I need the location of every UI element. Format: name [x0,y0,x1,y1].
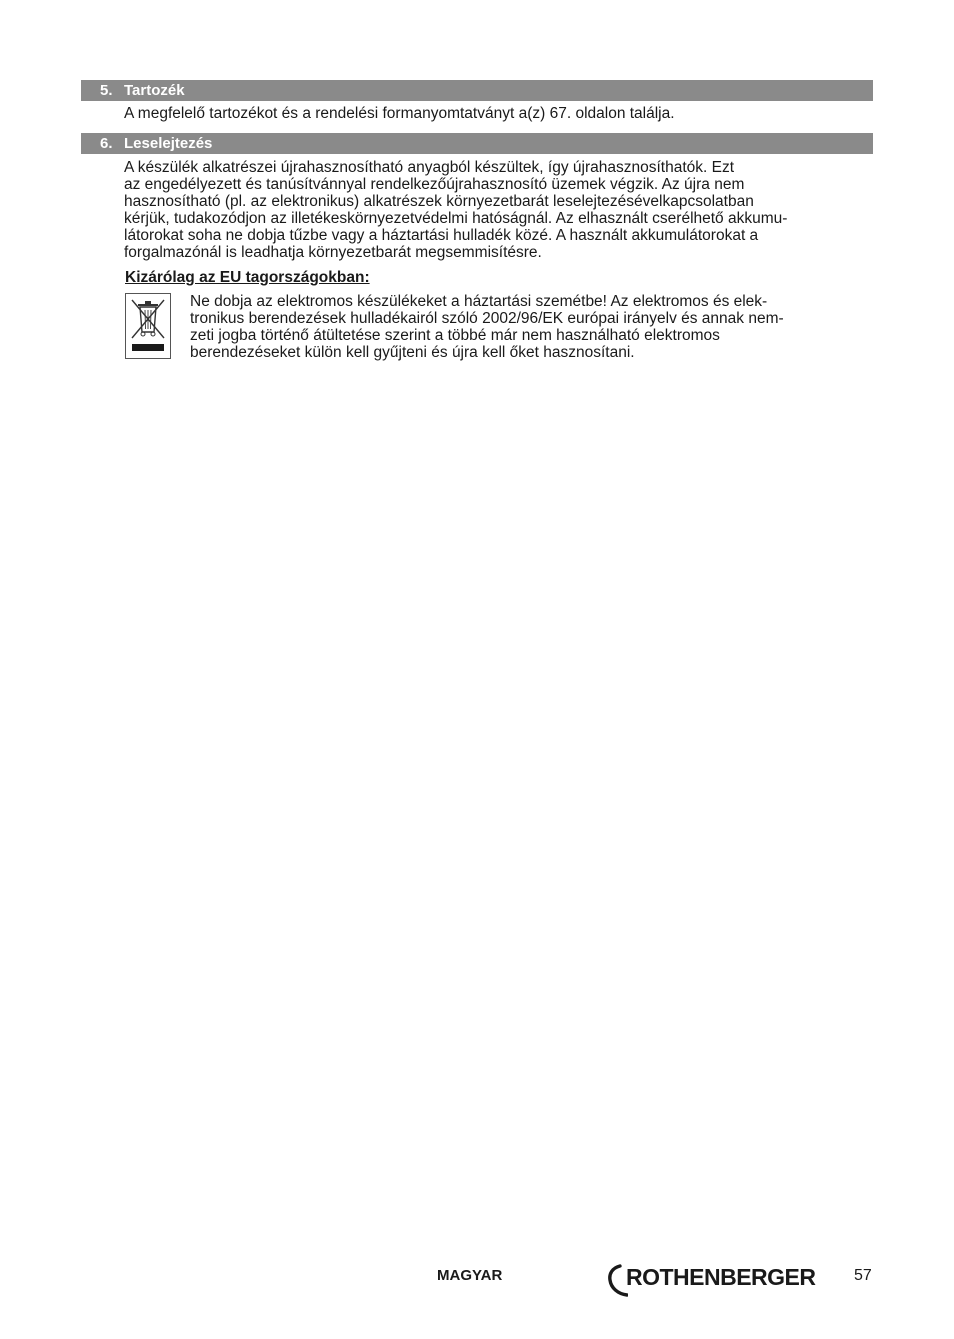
weee-crossed-bin-icon [125,293,171,359]
section-title: Tartozék [124,82,185,99]
logo-swoosh-icon [606,1262,628,1298]
paragraph-line: A készülék alkatrészei újrahasznosítható anyagból készültek, így újrahasznosíthatók. Ezt [124,159,735,176]
section-number: 5. [100,82,113,99]
paragraph-line: látorokat soha ne dobja tűzbe vagy a háztartási hulladék közé. A használt akkumulátorokat a [124,227,759,244]
paragraph-line: zeti jogba történő átültetése szerint a többé már nem használható elektromos [190,327,720,344]
paragraph-line: berendezéseket külön kell gyűjteni és újra kell őket hasznosítani. [190,344,635,361]
section-6-body [124,159,787,261]
brand-logo [606,1262,816,1298]
footer-language: MAGYAR [437,1267,503,1284]
page-number: 57 [854,1267,872,1284]
paragraph-line: A megfelelő tartozékot és a rendelési formanyomtatványt a(z) 67. oldalon találja. [124,105,675,122]
section-title: Leselejtezés [124,135,213,152]
section-6-header [81,133,873,154]
eu-heading: Kizárólag az EU tagországokban: [125,269,370,286]
paragraph-line: tronikus berendezések hulladékairól szóló 2002/96/EK európai irányelv és annak nem- [190,310,784,327]
section-5-header [81,80,873,101]
section-5-body [124,105,675,122]
paragraph-line: forgalmazónál is leadhatja környezetbarát megsemmisítésre. [124,244,542,261]
section-number: 6. [100,135,113,152]
paragraph-line: hasznosítható (pl. az elektronikus) alkatrészek környezetbarát leselejtezésévelkapcsolatban [124,193,754,210]
eu-body [190,293,784,361]
paragraph-line: Ne dobja az elektromos készülékeket a háztartási szemétbe! Az elektromos és elek- [190,293,768,310]
brand-name: ROTHENBERGER [626,1264,816,1290]
paragraph-line: az engedélyezett és tanúsítvánnyal rendelkezőújrahasznosító üzemek végzik. Az újra nem [124,176,745,193]
paragraph-line: kérjük, tudakozódjon az illetékeskörnyezetvédelmi hatóságnál. Az elhasznált cserélhető akkumu- [124,210,788,227]
